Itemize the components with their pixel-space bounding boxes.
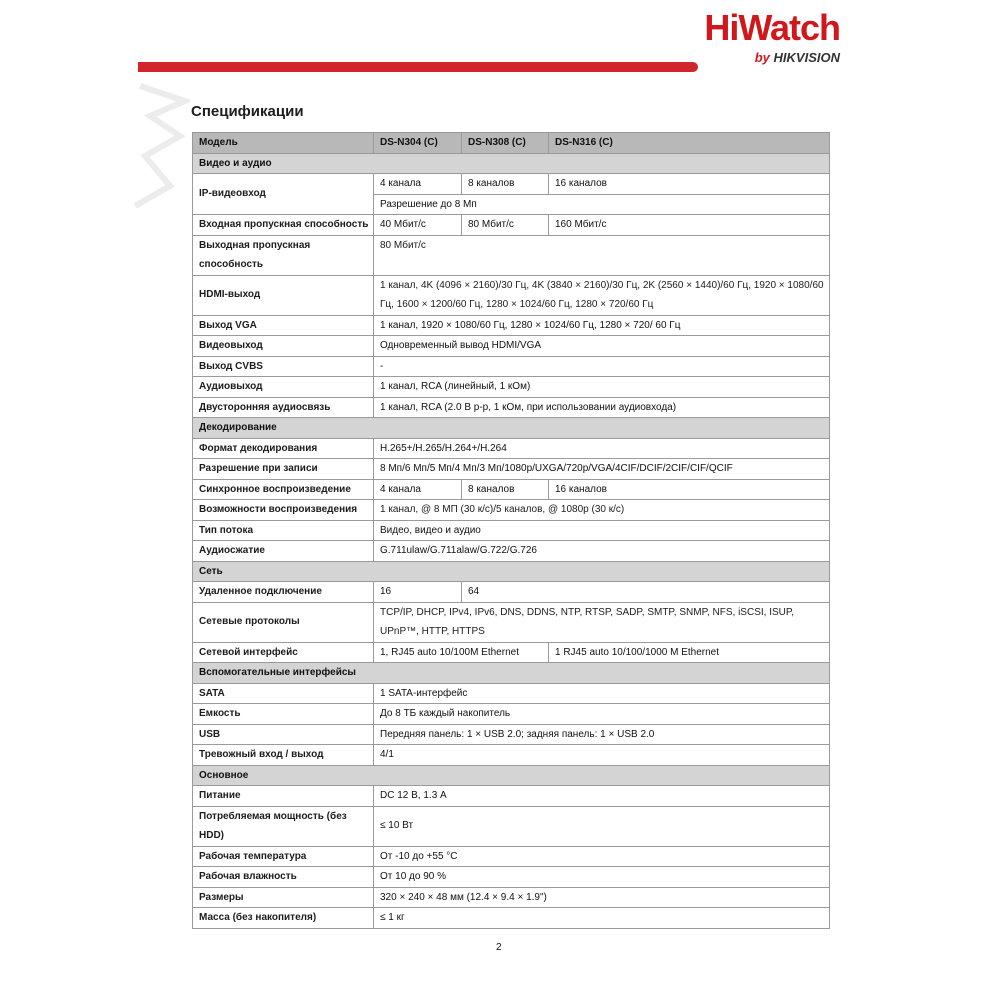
row-label: SATA bbox=[193, 683, 374, 704]
section-title: Декодирование bbox=[193, 418, 830, 439]
section-row bbox=[193, 663, 830, 684]
row-value: 8 каналов bbox=[462, 479, 549, 500]
header-red-bar bbox=[138, 62, 698, 72]
row-label: Возможности воспроизведения bbox=[193, 500, 374, 521]
row-label: Синхронное воспроизведение bbox=[193, 479, 374, 500]
row-label: Тревожный вход / выход bbox=[193, 745, 374, 766]
row-label: Формат декодирования bbox=[193, 438, 374, 459]
row-label: Размеры bbox=[193, 887, 374, 908]
row-value: Разрешение до 8 Мп bbox=[374, 194, 830, 215]
section-title: Сеть bbox=[193, 561, 830, 582]
row-value: 64 bbox=[462, 582, 830, 603]
row-value: 16 каналов bbox=[549, 174, 830, 195]
decorative-swoosh bbox=[130, 76, 190, 216]
row-value: 320 × 240 × 48 мм (12.4 × 9.4 × 1.9") bbox=[374, 887, 830, 908]
row-value: 1 канал, RCA (линейный, 1 кОм) bbox=[374, 377, 830, 398]
section-title: Вспомогательные интерфейсы bbox=[193, 663, 830, 684]
row-label: Потребляемая мощность (без HDD) bbox=[193, 806, 374, 846]
table-row bbox=[193, 908, 830, 929]
row-label: USB bbox=[193, 724, 374, 745]
table-row bbox=[193, 887, 830, 908]
table-row bbox=[193, 867, 830, 888]
row-value: 80 Мбит/с bbox=[374, 235, 830, 275]
row-label: Разрешение при записи bbox=[193, 459, 374, 480]
row-value: DC 12 В, 1.3 А bbox=[374, 786, 830, 807]
table-row bbox=[193, 356, 830, 377]
row-value: 1 канал, RCA (2.0 В р-р, 1 кОм, при использовании аудиовхода) bbox=[374, 397, 830, 418]
table-row bbox=[193, 459, 830, 480]
row-label: Входная пропускная способность bbox=[193, 215, 374, 236]
row-value: G.711ulaw/G.711alaw/G.722/G.726 bbox=[374, 541, 830, 562]
table-row bbox=[193, 602, 830, 642]
row-value: 1 RJ45 auto 10/100/1000 M Ethernet bbox=[549, 642, 830, 663]
table-row bbox=[193, 174, 830, 195]
table-row bbox=[193, 806, 830, 846]
table-row bbox=[193, 215, 830, 236]
spec-table bbox=[192, 132, 830, 929]
table-row bbox=[193, 582, 830, 603]
table-row bbox=[193, 683, 830, 704]
table-row bbox=[193, 235, 830, 275]
table-row bbox=[193, 315, 830, 336]
row-label: Тип потока bbox=[193, 520, 374, 541]
section-title: Видео и аудио bbox=[193, 153, 830, 174]
row-label: Двусторонняя аудиосвязь bbox=[193, 397, 374, 418]
row-value: 4/1 bbox=[374, 745, 830, 766]
row-label: Выход CVBS bbox=[193, 356, 374, 377]
brand-by: by bbox=[754, 50, 770, 65]
model-ds-n304: DS-N304 (C) bbox=[374, 133, 462, 154]
row-value: 16 каналов bbox=[549, 479, 830, 500]
section-row bbox=[193, 153, 830, 174]
row-value: Видео, видео и аудио bbox=[374, 520, 830, 541]
row-label: Видеовыход bbox=[193, 336, 374, 357]
row-value: 1 SATA-интерфейс bbox=[374, 683, 830, 704]
table-row bbox=[193, 438, 830, 459]
section-row bbox=[193, 765, 830, 786]
section-row bbox=[193, 418, 830, 439]
table-row bbox=[193, 520, 830, 541]
table-row bbox=[193, 786, 830, 807]
row-label: Выход VGA bbox=[193, 315, 374, 336]
row-value: 16 bbox=[374, 582, 462, 603]
row-value: 4 канала bbox=[374, 479, 462, 500]
row-value: 1, RJ45 auto 10/100M Ethernet bbox=[374, 642, 549, 663]
row-value: 1 канал, 1920 × 1080/60 Гц, 1280 × 1024/60 Гц, 1280 × 720/ 60 Гц bbox=[374, 315, 830, 336]
table-row bbox=[193, 541, 830, 562]
row-label: Рабочая влажность bbox=[193, 867, 374, 888]
table-row bbox=[193, 704, 830, 725]
row-value: TCP/IP, DHCP, IPv4, IPv6, DNS, DDNS, NTP, RTSP, SADP, SMTP, SNMP, NFS, iSCSI, ISUP, UPnP™, HTTP, HTTPS bbox=[374, 602, 830, 642]
section-row bbox=[193, 561, 830, 582]
row-value: От 10 до 90 % bbox=[374, 867, 830, 888]
row-label: Выходная пропускная способность bbox=[193, 235, 374, 275]
row-label: IP-видеовход bbox=[193, 174, 374, 215]
row-value: ≤ 1 кг bbox=[374, 908, 830, 929]
row-value: 8 каналов bbox=[462, 174, 549, 195]
row-label: HDMI-выход bbox=[193, 275, 374, 315]
brand-parent: HIKVISION bbox=[773, 50, 840, 65]
row-value: Одновременный вывод HDMI/VGA bbox=[374, 336, 830, 357]
brand-name: HiWatch bbox=[704, 7, 840, 48]
table-row bbox=[193, 642, 830, 663]
row-label: Удаленное подключение bbox=[193, 582, 374, 603]
page-title: Спецификации bbox=[191, 103, 304, 120]
model-label: Модель bbox=[193, 133, 374, 154]
row-value: 80 Мбит/с bbox=[462, 215, 549, 236]
row-label: Сетевой интерфейс bbox=[193, 642, 374, 663]
row-label: Емкость bbox=[193, 704, 374, 725]
table-row bbox=[193, 479, 830, 500]
page-number: 2 bbox=[496, 942, 502, 953]
brand-logo bbox=[704, 8, 840, 65]
brand-tagline bbox=[704, 50, 840, 65]
table-row bbox=[193, 846, 830, 867]
row-value: 1 канал, 4K (4096 × 2160)/30 Гц, 4K (3840 × 2160)/30 Гц, 2K (2560 × 1440)/60 Гц, 1920 × 1080/60 Гц, 1600 × 1200/60 Гц, 1280 × 1024/60 Гц, 1280 × 720/60 Гц bbox=[374, 275, 830, 315]
table-header-row bbox=[193, 133, 830, 154]
row-value: Передняя панель: 1 × USB 2.0; задняя панель: 1 × USB 2.0 bbox=[374, 724, 830, 745]
table-row bbox=[193, 377, 830, 398]
table-row bbox=[193, 275, 830, 315]
row-value: До 8 ТБ каждый накопитель bbox=[374, 704, 830, 725]
row-value: 160 Мбит/с bbox=[549, 215, 830, 236]
table-row bbox=[193, 397, 830, 418]
row-value: ≤ 10 Вт bbox=[374, 806, 830, 846]
table-row bbox=[193, 500, 830, 521]
row-label: Рабочая температура bbox=[193, 846, 374, 867]
model-ds-n316: DS-N316 (C) bbox=[549, 133, 830, 154]
section-title: Основное bbox=[193, 765, 830, 786]
row-label: Масса (без накопителя) bbox=[193, 908, 374, 929]
row-label: Питание bbox=[193, 786, 374, 807]
row-value: H.265+/H.265/H.264+/H.264 bbox=[374, 438, 830, 459]
row-label: Аудиосжатие bbox=[193, 541, 374, 562]
row-value: 8 Мп/6 Мп/5 Мп/4 Мп/3 Мп/1080p/UXGA/720p/VGA/4CIF/DCIF/2CIF/CIF/QCIF bbox=[374, 459, 830, 480]
row-value: 1 канал, @ 8 МП (30 к/с)/5 каналов, @ 1080p (30 к/с) bbox=[374, 500, 830, 521]
table-row bbox=[193, 724, 830, 745]
row-value: От -10 до +55 °С bbox=[374, 846, 830, 867]
row-label: Аудиовыход bbox=[193, 377, 374, 398]
row-label: Сетевые протоколы bbox=[193, 602, 374, 642]
table-row bbox=[193, 336, 830, 357]
row-value: 40 Мбит/с bbox=[374, 215, 462, 236]
table-row bbox=[193, 745, 830, 766]
row-value: 4 канала bbox=[374, 174, 462, 195]
model-ds-n308: DS-N308 (C) bbox=[462, 133, 549, 154]
row-value: - bbox=[374, 356, 830, 377]
